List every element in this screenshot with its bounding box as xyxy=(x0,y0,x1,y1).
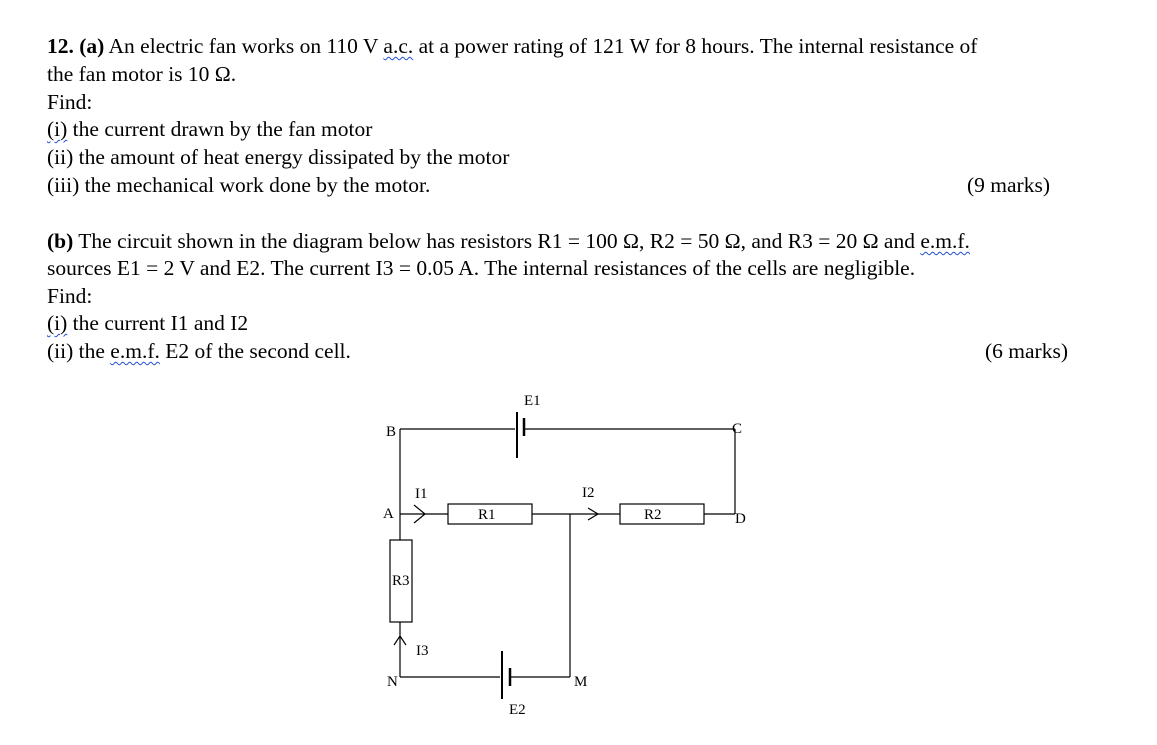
part-a-text-2: at a power rating of 121 W for 8 hours. The internal resistance of xyxy=(418,34,978,58)
item-number: (ii) xyxy=(47,145,74,169)
label-e2: E2 xyxy=(509,702,526,718)
part-a-find: Find: xyxy=(47,90,93,114)
item-suffix: E2 of the second cell. xyxy=(165,339,351,363)
label-i3: I3 xyxy=(416,643,429,659)
part-b-marks: (6 marks) xyxy=(985,339,1068,363)
label-r1: R1 xyxy=(478,507,496,523)
part-a-text-1: An electric fan works on 110 V xyxy=(108,34,379,58)
label-a: A xyxy=(383,506,394,522)
item-text: the current drawn by the fan motor xyxy=(67,117,373,141)
emf-abbrev: e.m.f. xyxy=(920,229,970,253)
part-b-text-1: The circuit shown in the diagram below has resistors R1 = 100 Ω, R2 = 50 Ω, and R3 = 20 Ω and xyxy=(78,229,915,253)
item-number: (i) xyxy=(47,311,68,335)
question-number: 12. xyxy=(47,34,74,58)
label-d: D xyxy=(735,511,746,527)
part-b-label: (b) xyxy=(47,229,74,253)
label-c: C xyxy=(732,421,743,437)
resistor-r2 xyxy=(620,504,704,524)
label-m: M xyxy=(574,674,588,690)
label-r3: R3 xyxy=(392,573,410,589)
item-number: (iii) xyxy=(47,173,80,197)
label-e1: E1 xyxy=(524,393,541,409)
emf-abbrev: e.m.f. xyxy=(110,339,160,363)
item-number: (i) xyxy=(47,117,68,141)
part-a-marks: (9 marks) xyxy=(967,173,1050,197)
part-a-line-2: the fan motor is 10 Ω. xyxy=(47,62,237,86)
part-b-find: Find: xyxy=(47,284,93,308)
label-i2: I2 xyxy=(582,485,595,501)
item-prefix: (ii) the xyxy=(47,339,105,363)
part-a-label: (a) xyxy=(79,34,105,58)
label-i1: I1 xyxy=(415,486,428,502)
item-text: the mechanical work done by the motor. xyxy=(79,173,431,197)
label-r2: R2 xyxy=(644,507,662,523)
item-text: the amount of heat energy dissipated by the motor xyxy=(73,145,510,169)
label-b: B xyxy=(386,424,397,440)
item-text: the current I1 and I2 xyxy=(67,311,249,335)
ac-abbrev: a.c. xyxy=(383,34,414,58)
label-n: N xyxy=(387,674,398,690)
part-b-line-2: sources E1 = 2 V and E2. The current I3 = 0.05 A. The internal resistances of the cells are negligible. xyxy=(47,256,916,280)
